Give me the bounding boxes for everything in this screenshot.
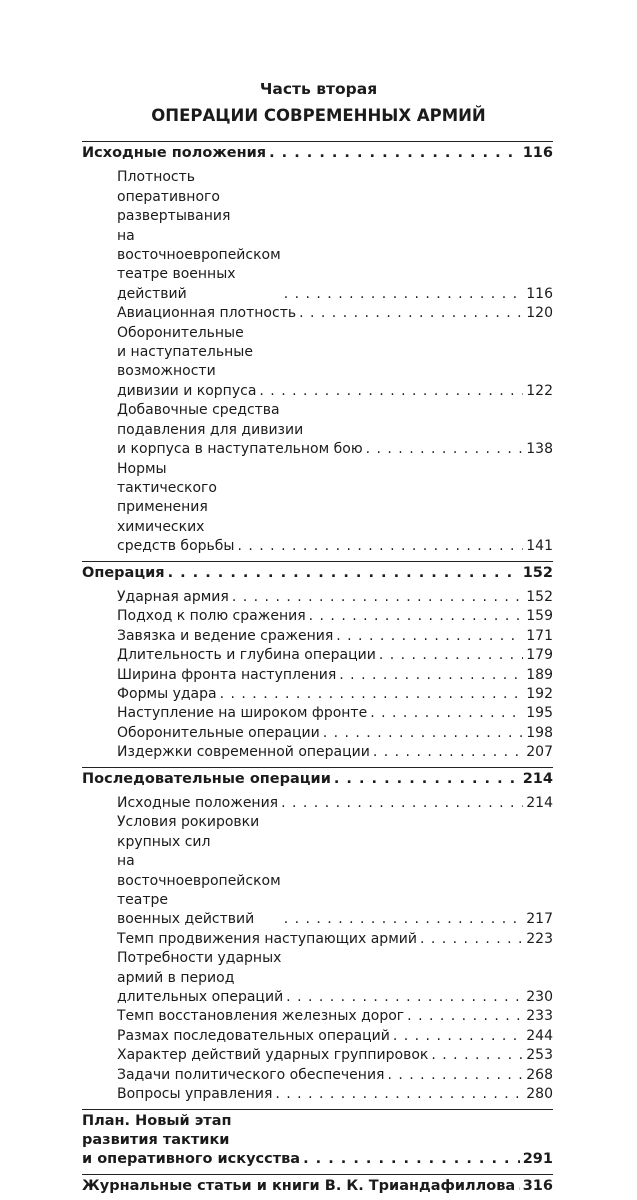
toc-sub-entry[interactable] [82, 646, 553, 665]
toc-entry-title: Авиационная плотность [117, 305, 297, 322]
toc-entry-title: Завязка и ведение сражения [117, 627, 334, 644]
toc-page-number: 214 [526, 795, 553, 811]
toc-page-number: 171 [526, 627, 553, 644]
toc-page-number: 116 [522, 145, 553, 161]
toc-entry-title: Последовательные операции [82, 770, 331, 787]
toc-entry-title: Оборонительные и наступательные возможности дивизии и корпуса [117, 324, 257, 399]
toc-page-number: 268 [526, 1066, 553, 1083]
toc-page-number: 253 [526, 1047, 553, 1064]
toc-major-entry[interactable] [82, 144, 553, 163]
toc-entry-title: Подход к полю сражения [117, 608, 306, 625]
toc-sub-entry[interactable] [82, 1007, 553, 1026]
dot-leader [220, 685, 524, 704]
toc-entry-title: Ударная армия [117, 588, 229, 605]
toc-sub-entry[interactable] [82, 1027, 553, 1046]
toc-page-number: 116 [526, 285, 553, 302]
toc-sub-entry[interactable] [82, 685, 553, 704]
dot-leader [309, 607, 524, 626]
toc-sub-entry[interactable] [82, 460, 553, 557]
toc-page-number: 214 [522, 770, 553, 787]
dot-leader [431, 1046, 523, 1065]
dot-leader [303, 1150, 520, 1169]
dot-leader [232, 588, 523, 607]
dot-leader [299, 304, 523, 323]
toc-sub-entry[interactable] [82, 704, 553, 723]
toc-sub-entry[interactable] [82, 930, 553, 949]
table-of-contents [82, 141, 553, 1200]
toc-sub-entry[interactable] [82, 949, 553, 1007]
toc-page-number: 244 [526, 1027, 553, 1044]
toc-sub-entry[interactable] [82, 304, 553, 323]
part-title: Часть вторая [259, 80, 378, 98]
toc-section [82, 767, 553, 1105]
dot-leader [373, 743, 523, 762]
toc-sub-entry[interactable] [82, 607, 553, 626]
dot-leader [336, 627, 523, 646]
toc-page-number: 233 [526, 1008, 553, 1025]
dot-leader [259, 382, 523, 401]
toc-sub-entry[interactable] [82, 1085, 553, 1104]
toc-page-number: 192 [526, 685, 553, 702]
dot-leader [339, 666, 523, 685]
toc-entry-title: Формы удара [117, 685, 217, 702]
toc-entry-title: Темп восстановления железных дорог [117, 1008, 405, 1025]
toc-section [82, 1174, 553, 1196]
dot-leader [281, 794, 523, 813]
dot-leader [387, 1066, 523, 1085]
toc-entry-title: Исходные положения [117, 795, 279, 811]
toc-sub-entry[interactable] [82, 794, 553, 813]
dot-leader [379, 646, 523, 665]
dot-leader [420, 930, 523, 949]
toc-sub-entry[interactable] [82, 1046, 553, 1065]
toc-entry-title: Плотность оперативного развертывания на восточноевропейском театре военных действий [117, 169, 281, 302]
toc-sub-entry[interactable] [82, 666, 553, 685]
toc-sub-entry[interactable] [82, 813, 553, 929]
toc-major-entry[interactable] [82, 770, 553, 789]
toc-sub-entry[interactable] [82, 324, 553, 402]
dot-leader [284, 285, 524, 304]
toc-page-number: 141 [526, 538, 553, 555]
dot-leader [370, 704, 523, 723]
toc-entry-title: Издержки современной операции [117, 744, 370, 761]
toc-entry-title: Ширина фронта наступления [117, 666, 337, 683]
toc-page-number: 159 [526, 608, 553, 625]
toc-sub-entry[interactable] [82, 724, 553, 743]
toc-entry-title: Нормы тактического применения химических средств борьбы [117, 460, 235, 555]
toc-entry-title: Условия рокировки крупных сил на восточноевропейском театре военных действий [117, 814, 281, 928]
toc-entry-title: Характер действий ударных группировок [117, 1047, 429, 1064]
dot-leader [334, 770, 520, 789]
toc-major-entry[interactable] [82, 564, 553, 583]
dot-leader [275, 1085, 523, 1104]
toc-entry-title: Операция [82, 564, 165, 581]
toc-page-number: 179 [526, 647, 553, 664]
toc-page-number: 138 [526, 441, 553, 458]
dot-leader [366, 440, 524, 459]
toc-page-number: 280 [526, 1086, 553, 1103]
toc-sub-entry[interactable] [82, 401, 553, 459]
dot-leader [168, 564, 520, 583]
toc-page-number: 198 [526, 724, 553, 741]
toc-page-number: 207 [526, 744, 553, 761]
toc-page-number: 217 [526, 911, 553, 928]
dot-leader [286, 988, 523, 1007]
toc-page-number: 223 [526, 930, 553, 947]
toc-sub-entry[interactable] [82, 168, 553, 304]
toc-entry-title: Добавочные средства подавления для дивизии и корпуса в наступательном бою [117, 402, 363, 458]
toc-entry-title: Темп продвижения наступающих армий [117, 930, 417, 947]
dot-leader [393, 1027, 523, 1046]
toc-entry-title: Исходные положения [82, 145, 267, 161]
toc-sub-entry[interactable] [82, 627, 553, 646]
dot-leader [284, 910, 524, 929]
toc-page-number: 122 [526, 382, 553, 399]
toc-section [82, 561, 553, 763]
toc-sub-entry[interactable] [82, 1066, 553, 1085]
toc-major-entry[interactable] [82, 1112, 553, 1170]
dot-leader [323, 724, 524, 743]
toc-section [82, 141, 553, 557]
toc-major-entry[interactable] [82, 1177, 553, 1196]
part-subtitle: ОПЕРАЦИИ СОВРЕМЕННЫХ АРМИЙ [151, 106, 486, 125]
toc-page-number: 195 [526, 705, 553, 722]
dot-leader [237, 537, 523, 556]
toc-entry-title: Задачи политического обеспечения [117, 1066, 385, 1083]
toc-sub-entry[interactable] [82, 743, 553, 762]
dot-leader [407, 1007, 523, 1026]
toc-entry-title: Наступление на широком фронте [117, 705, 368, 722]
toc-entry-title: Длительность и глубина операции [117, 647, 376, 664]
toc-page-number: 120 [526, 305, 553, 322]
toc-page-number: 230 [526, 989, 553, 1006]
toc-entry-title: Размах последовательных операций [117, 1027, 390, 1044]
toc-page-number: 316 [522, 1177, 553, 1194]
toc-entry-title: Вопросы управления [117, 1086, 273, 1103]
toc-page-number: 291 [522, 1151, 553, 1168]
toc-page-number: 152 [522, 564, 553, 581]
toc-section [82, 1109, 553, 1170]
toc-entry-title: Журнальные статьи и книги В. К. Триандафиллова [82, 1177, 516, 1194]
toc-entry-title: Потребности ударных армий в период длительных операций [117, 950, 284, 1006]
toc-sub-entry[interactable] [82, 588, 553, 607]
dot-leader [518, 1177, 520, 1196]
dot-leader [269, 144, 520, 163]
toc-page-number: 189 [526, 666, 553, 683]
toc-entry-title: Оборонительные операции [117, 724, 320, 741]
toc-page-number: 152 [526, 588, 553, 605]
toc-entry-title: План. Новый этап развития тактики и оперативного искусства [82, 1112, 301, 1168]
